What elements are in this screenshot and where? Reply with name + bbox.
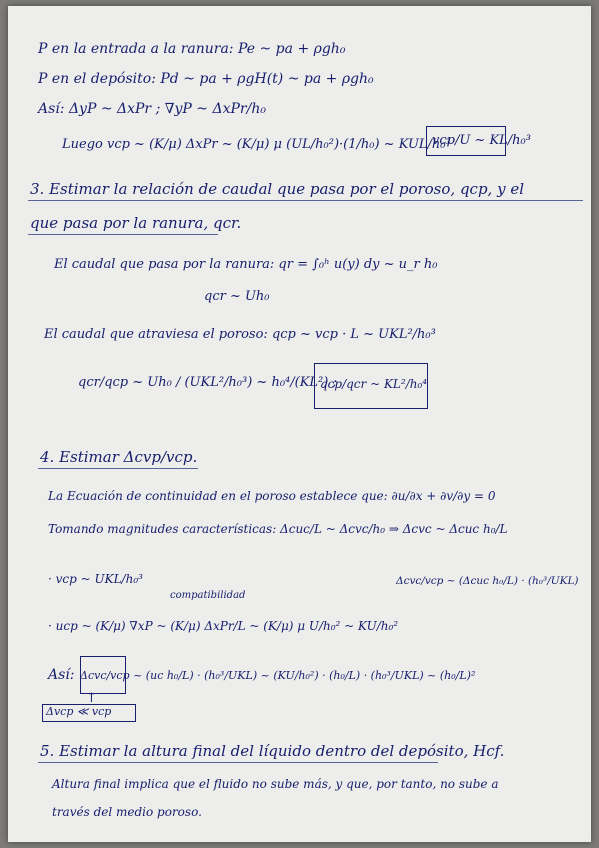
section-5-heading: 5. Estimar la altura final del líquido dentro del depósito, Hcf. xyxy=(40,742,505,760)
line-final-height-2: través del medio poroso. xyxy=(52,805,202,819)
underline-section-3b xyxy=(28,234,218,235)
section-3-heading-line2: que pasa por la ranura, qcr. xyxy=(30,214,242,232)
underline-section-4 xyxy=(38,468,198,469)
note-small-variation: Δvcp ≪ vcp xyxy=(46,705,112,718)
line-vcp-estimate: · vcp ~ UKL/h₀³ xyxy=(48,572,143,586)
note-compatibility: compatibilidad xyxy=(170,590,246,601)
section-4-heading: 4. Estimar Δcvp/vcp. xyxy=(40,448,198,466)
line-final-height-1: Altura final implica que el fluido no sube más, y que, por tanto, no sube a xyxy=(52,777,499,791)
underline-section-5 xyxy=(38,762,438,763)
line-flow-ratio: qcr/qcp ~ Uh₀ / (UKL²/h₀³) ~ h₀⁴/(KL²) ; xyxy=(78,375,337,390)
line-characteristic-magnitudes: Tomando magnitudes características: Δcuc/L ~ Δcvc/h₀ ⇒ Δcvc ~ Δcuc h₀/L xyxy=(48,522,508,536)
line-ratio-right: Δcvc/vcp ~ (Δcuc h₀/L) · (h₀³/UKL) xyxy=(396,575,579,587)
line-pressure-entrance: P en la entrada a la ranura: Pe ~ pa + ρgh₀ xyxy=(38,41,346,57)
line-continuity: La Ecuación de continuidad en el poroso establece que: ∂u/∂x + ∂v/∂y = 0 xyxy=(48,489,496,503)
line-pressure-gradient: Así: ΔyP ~ ΔxPr ; ∇yP ~ ΔxPr/h₀ xyxy=(38,101,266,117)
up-arrow-icon: ↑ xyxy=(86,691,97,706)
line-velocity-estimate: Luego vcp ~ (K/μ) ΔxPr ~ (K/μ) μ (UL/h₀²)·(1/h₀) ~ KUL/h₀³ xyxy=(62,137,451,152)
line-flow-porous: El caudal que atraviesa el poroso: qcp ~ vcp · L ~ UKL²/h₀³ xyxy=(44,327,436,342)
underline-section-3a xyxy=(28,200,583,201)
line-flow-slot-result: qcr ~ Uh₀ xyxy=(204,289,270,304)
section-3-heading-line1: 3. Estimar la relación de caudal que pasa por el poroso, qcp, y el xyxy=(30,180,525,198)
boxed-velocity-text: vcp/U ~ KL/h₀³ xyxy=(432,133,531,148)
notebook-page xyxy=(8,6,591,842)
label-asi: Así: xyxy=(48,667,75,683)
boxed-flow-ratio-text: qcp/qcr ~ KL²/h₀⁴ xyxy=(320,377,428,391)
line-flow-slot: El caudal que pasa por la ranura: qr = ∫₀ʰ u(y) dy ~ u_r h₀ xyxy=(54,257,438,272)
line-pressure-tank: P en el depósito: Pd ~ pa + ρgH(t) ~ pa + ρgh₀ xyxy=(38,71,374,87)
line-ucp-estimate: · ucp ~ (K/μ) ∇xP ~ (K/μ) ΔxPr/L ~ (K/μ) μ U/h₀² ~ KU/h₀² xyxy=(48,619,399,633)
line-final-ratio: Δcvc/vcp ~ (uc h₀/L) · (h₀³/UKL) ~ (KU/h₀²) · (h₀/L) · (h₀³/UKL) ~ (h₀/L)² xyxy=(80,669,476,682)
